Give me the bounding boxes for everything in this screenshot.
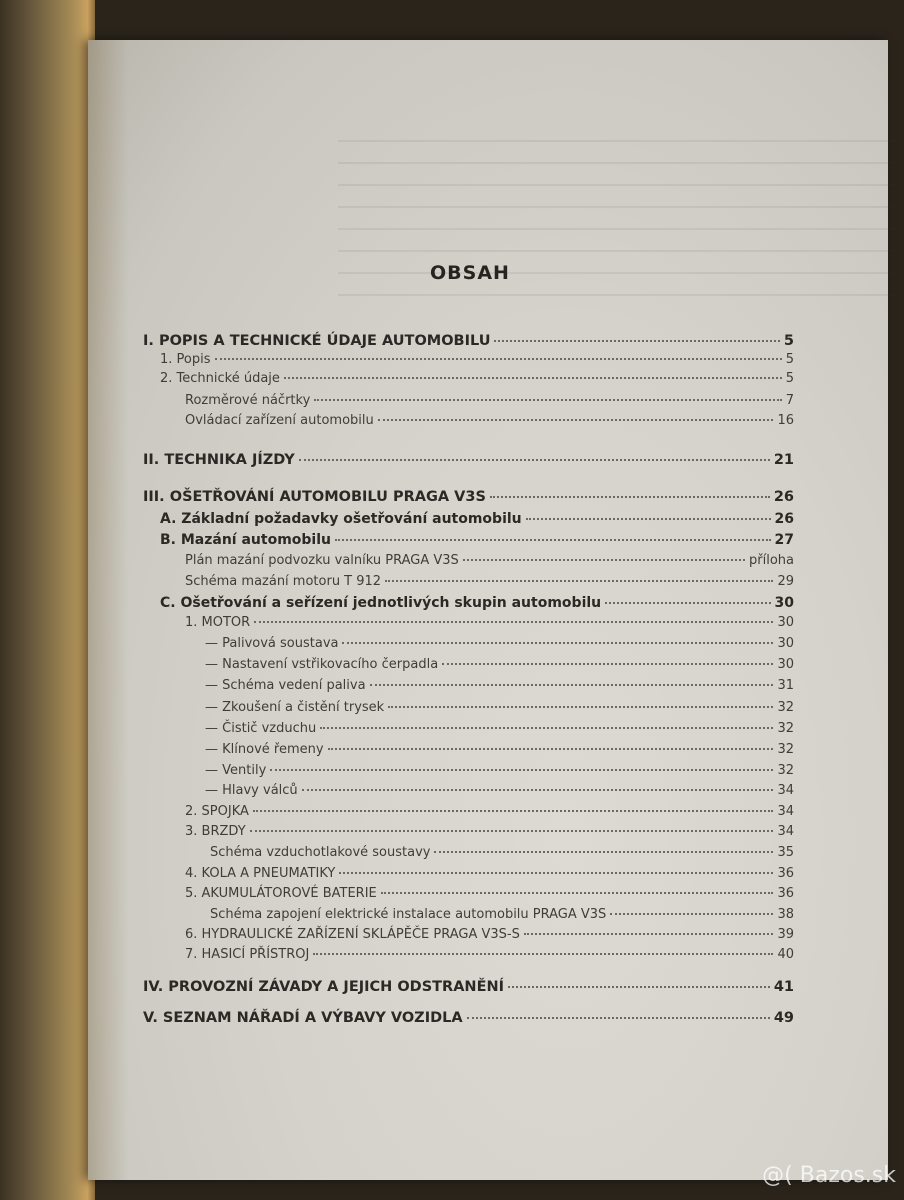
toc-entry-page: 39 xyxy=(777,927,794,942)
dot-leader xyxy=(490,496,770,498)
watermark: @( Bazos.sk xyxy=(762,1163,896,1188)
toc-entry-page: 30 xyxy=(777,636,794,651)
dot-leader xyxy=(467,1017,770,1019)
toc-entry-page: 5 xyxy=(785,371,794,386)
toc-entry-label: 2. SPOJKA xyxy=(185,804,249,819)
toc-entry xyxy=(185,804,794,819)
toc-entry xyxy=(143,452,794,468)
toc-entry-page: 36 xyxy=(777,866,794,881)
dot-leader xyxy=(302,789,774,791)
dot-leader xyxy=(463,559,745,561)
toc-entry-page: 29 xyxy=(777,574,794,589)
toc-entry xyxy=(143,333,794,349)
toc-entry xyxy=(185,393,794,408)
toc-entry xyxy=(205,700,794,715)
toc-entry xyxy=(205,721,794,736)
toc-entry-page: 26 xyxy=(773,489,794,505)
toc-entry-page: 30 xyxy=(777,615,794,630)
toc-entry-label: Schéma zapojení elektrické instalace automobilu PRAGA V3S xyxy=(210,907,607,922)
toc-entry xyxy=(210,845,794,860)
toc-entry xyxy=(185,615,794,630)
toc-entry-label: Schéma vzduchotlakové soustavy xyxy=(210,845,431,860)
toc-entry-label: Plán mazání podvozku valníku PRAGA V3S xyxy=(185,553,459,568)
toc-entry xyxy=(205,657,794,672)
toc-entry-label: IV. PROVOZNÍ ZÁVADY A JEJICH ODSTRANĚNÍ xyxy=(143,979,504,995)
toc-entry-label: — Klínové řemeny xyxy=(205,742,324,757)
toc-entry xyxy=(143,489,794,505)
toc-entry-page: 32 xyxy=(777,721,794,736)
toc-entry xyxy=(160,511,794,527)
dot-leader xyxy=(253,810,774,812)
toc-entry xyxy=(185,824,794,839)
toc-entry-label: 1. MOTOR xyxy=(185,615,251,630)
toc-entry-label: — Palivová soustava xyxy=(205,636,339,651)
toc-entry-label: Ovládací zařízení automobilu xyxy=(185,413,374,428)
dot-leader xyxy=(508,986,770,988)
toc-entry-page: 34 xyxy=(777,804,794,819)
toc-entry-label: 1. Popis xyxy=(160,352,211,367)
toc-entry xyxy=(185,574,794,589)
toc-entry-page: 41 xyxy=(773,979,794,995)
dot-leader xyxy=(284,377,782,379)
toc-entry-label: V. SEZNAM NÁŘADÍ A VÝBAVY VOZIDLA xyxy=(143,1010,463,1026)
toc-entry-label: I. POPIS A TECHNICKÉ ÚDAJE AUTOMOBILU xyxy=(143,333,491,349)
toc-entry-page: 30 xyxy=(777,657,794,672)
toc-entry-label: 5. AKUMULÁTOROVÉ BATERIE xyxy=(185,886,377,901)
dot-leader xyxy=(524,933,774,935)
dot-leader xyxy=(370,684,774,686)
dot-leader xyxy=(494,340,779,342)
toc-entry xyxy=(185,947,794,962)
toc-entry-page: 35 xyxy=(777,845,794,860)
page-title: OBSAH xyxy=(430,262,510,284)
toc-entry xyxy=(185,413,794,428)
toc-entry-label: C. Ošetřování a seřízení jednotlivých skupin automobilu xyxy=(160,595,602,611)
dot-leader xyxy=(299,459,770,461)
dot-leader xyxy=(313,953,773,955)
toc-entry-page: 40 xyxy=(777,947,794,962)
toc-entry-page: 32 xyxy=(777,763,794,778)
toc-entry-page: 31 xyxy=(777,678,794,693)
dot-leader xyxy=(270,769,773,771)
dot-leader xyxy=(605,602,770,604)
dot-leader xyxy=(434,851,773,853)
toc-entry xyxy=(185,866,794,881)
toc-entry-page: 34 xyxy=(777,783,794,798)
toc-entry-page: 21 xyxy=(773,452,794,468)
toc-entry xyxy=(143,979,794,995)
toc-entry xyxy=(160,532,794,548)
toc-entry-page: příloha xyxy=(749,553,794,568)
toc-entry xyxy=(205,742,794,757)
toc-entry-label: 3. BRZDY xyxy=(185,824,246,839)
toc-entry-label: B. Mazání automobilu xyxy=(160,532,331,548)
dot-leader xyxy=(250,830,774,832)
dot-leader xyxy=(254,621,773,623)
toc-entry xyxy=(185,553,794,568)
dot-leader xyxy=(320,727,773,729)
toc-entry-label: — Zkoušení a čistění trysek xyxy=(205,700,385,715)
dot-leader xyxy=(339,872,773,874)
toc-entry-label: — Čistič vzduchu xyxy=(205,721,317,736)
toc-entry-page: 49 xyxy=(773,1010,794,1026)
toc-entry-label: II. TECHNIKA JÍZDY xyxy=(143,452,295,468)
toc-entry-page: 26 xyxy=(774,511,794,527)
toc-entry-label: — Nastavení vstřikovacího čerpadla xyxy=(205,657,439,672)
toc-entry xyxy=(160,352,794,367)
toc-entry-page: 16 xyxy=(777,413,794,428)
dot-leader xyxy=(215,358,782,360)
toc-entry-page: 7 xyxy=(785,393,794,408)
toc-entry xyxy=(210,907,794,922)
toc-entry-page: 5 xyxy=(785,352,794,367)
toc-entry-label: A. Základní požadavky ošetřování automobilu xyxy=(160,511,522,527)
toc-entry-label: 4. KOLA A PNEUMATIKY xyxy=(185,866,336,881)
toc-entry xyxy=(205,636,794,651)
toc-entry xyxy=(205,678,794,693)
dot-leader xyxy=(385,580,773,582)
dot-leader xyxy=(342,642,773,644)
toc-entry xyxy=(185,886,794,901)
toc-entry-page: 32 xyxy=(777,742,794,757)
dot-leader xyxy=(526,518,771,520)
dot-leader xyxy=(442,663,773,665)
book-cover-edge xyxy=(0,0,95,1200)
toc-entry xyxy=(143,1010,794,1026)
toc-entry-page: 32 xyxy=(777,700,794,715)
toc-entry-label: 2. Technické údaje xyxy=(160,371,280,386)
toc-entry-page: 36 xyxy=(777,886,794,901)
toc-entry-label: 7. HASICÍ PŘÍSTROJ xyxy=(185,947,310,962)
dot-leader xyxy=(378,419,774,421)
toc-entry-label: — Hlavy válců xyxy=(205,783,298,798)
bleed-through-text xyxy=(338,140,898,300)
dot-leader xyxy=(335,539,771,541)
dot-leader xyxy=(381,892,774,894)
toc-entry-page: 27 xyxy=(774,532,794,548)
dot-leader xyxy=(328,748,774,750)
toc-entry-page: 30 xyxy=(774,595,794,611)
toc-entry-page: 5 xyxy=(783,333,794,349)
dot-leader xyxy=(610,913,773,915)
toc-entry-label: Rozměrové náčrtky xyxy=(185,393,311,408)
toc-entry-label: 6. HYDRAULICKÉ ZAŘÍZENÍ SKLÁPĚČE PRAGA V3S-S xyxy=(185,927,520,942)
toc-entry xyxy=(160,371,794,386)
toc-entry-label: Schéma mazání motoru T 912 xyxy=(185,574,382,589)
toc-entry xyxy=(160,595,794,611)
toc-entry-label: — Ventily xyxy=(205,763,267,778)
toc-entry xyxy=(205,783,794,798)
toc-entry xyxy=(185,927,794,942)
toc-entry-page: 38 xyxy=(777,907,794,922)
dot-leader xyxy=(388,706,773,708)
dot-leader xyxy=(314,399,781,401)
toc-entry-page: 34 xyxy=(777,824,794,839)
toc-entry xyxy=(205,763,794,778)
toc-entry-label: — Schéma vedení paliva xyxy=(205,678,366,693)
toc-entry-label: III. OŠETŘOVÁNÍ AUTOMOBILU PRAGA V3S xyxy=(143,489,486,505)
